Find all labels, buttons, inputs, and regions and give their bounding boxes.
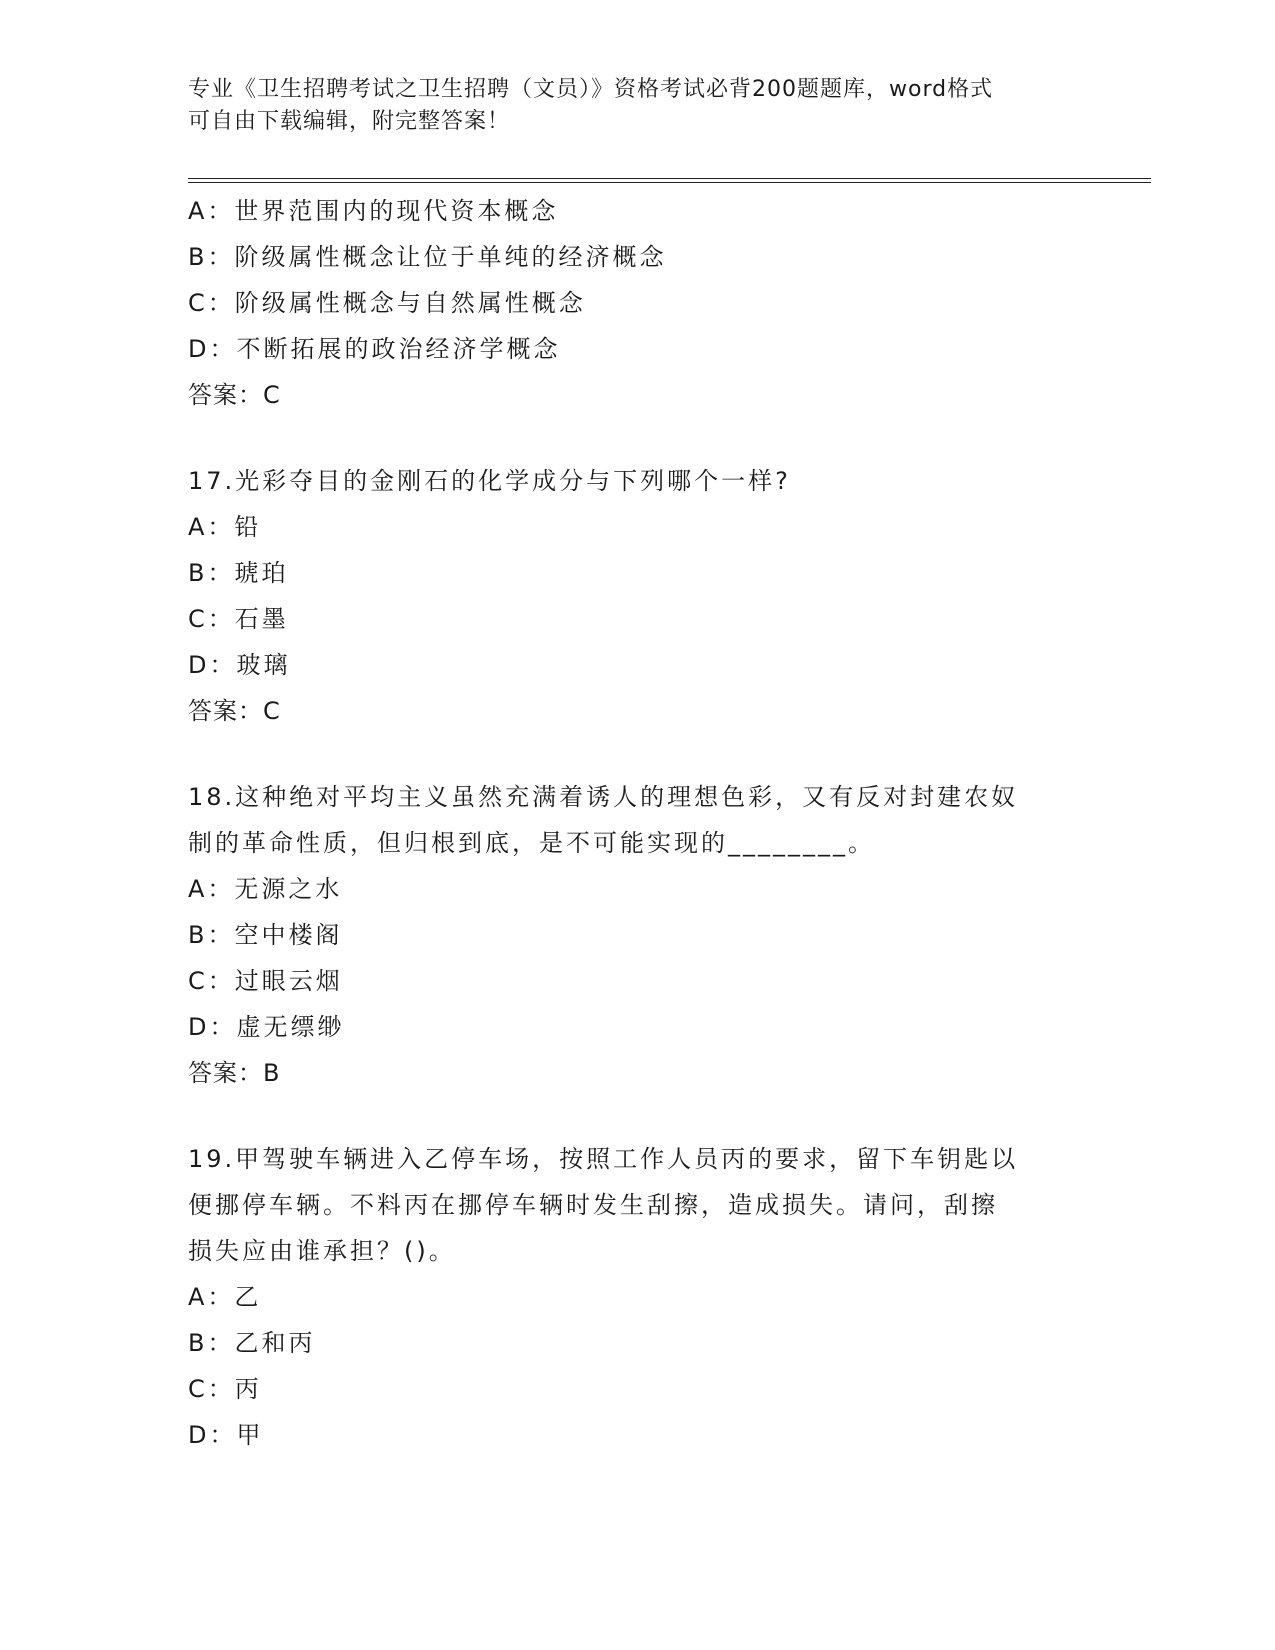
header-line-2: 可自由下载编辑，附完整答案！ bbox=[188, 109, 511, 134]
option-c: C：石墨 bbox=[188, 605, 289, 633]
option-b: B：空中楼阁 bbox=[188, 921, 343, 949]
question-16-continued bbox=[188, 188, 1088, 418]
question-stem: 制的革命性质，但归根到底，是不可能实现的________。 bbox=[188, 829, 875, 857]
answer-line: 答案：C bbox=[188, 697, 281, 725]
question-19 bbox=[188, 1136, 1088, 1458]
option-d: D：不断拓展的政治经济学概念 bbox=[188, 335, 561, 363]
header-line-1: 专业《卫生招聘考试之卫生招聘（文员）》资格考试必背200题题库，word格式 bbox=[188, 77, 994, 102]
option-c: C：丙 bbox=[188, 1375, 262, 1403]
option-b: B：乙和丙 bbox=[188, 1329, 316, 1357]
question-stem: 损失应由谁承担？()。 bbox=[188, 1237, 456, 1265]
option-c: C：过眼云烟 bbox=[188, 967, 343, 995]
option-a: A：世界范围内的现代资本概念 bbox=[188, 197, 559, 225]
question-17 bbox=[188, 458, 1088, 734]
option-a: A：铅 bbox=[188, 513, 262, 541]
answer-line: 答案：B bbox=[188, 1059, 281, 1087]
option-a: A：乙 bbox=[188, 1283, 262, 1311]
option-b: B：阶级属性概念让位于单纯的经济概念 bbox=[188, 243, 667, 271]
option-d: D：甲 bbox=[188, 1421, 264, 1449]
document-header bbox=[188, 74, 1068, 138]
option-d: D：虚无缥缈 bbox=[188, 1013, 345, 1041]
option-c: C：阶级属性概念与自然属性概念 bbox=[188, 289, 586, 317]
answer-line: 答案：C bbox=[188, 381, 281, 409]
question-list bbox=[188, 188, 1088, 1458]
header-divider bbox=[188, 178, 1151, 183]
divider-line-bottom bbox=[188, 182, 1151, 183]
question-stem: 19.甲驾驶车辆进入乙停车场，按照工作人员丙的要求，留下车钥匙以 bbox=[188, 1145, 1019, 1173]
question-stem: 便挪停车辆。不料丙在挪停车辆时发生刮擦，造成损失。请问，刮擦 bbox=[188, 1191, 998, 1219]
question-stem: 18.这种绝对平均主义虽然充满着诱人的理想色彩，又有反对封建农奴 bbox=[188, 783, 1019, 811]
divider-line-top bbox=[188, 178, 1151, 179]
question-stem: 17.光彩夺目的金刚石的化学成分与下列哪个一样? bbox=[188, 467, 791, 495]
option-a: A：无源之水 bbox=[188, 875, 343, 903]
question-18 bbox=[188, 774, 1088, 1096]
option-d: D：玻璃 bbox=[188, 651, 291, 679]
option-b: B：琥珀 bbox=[188, 559, 289, 587]
